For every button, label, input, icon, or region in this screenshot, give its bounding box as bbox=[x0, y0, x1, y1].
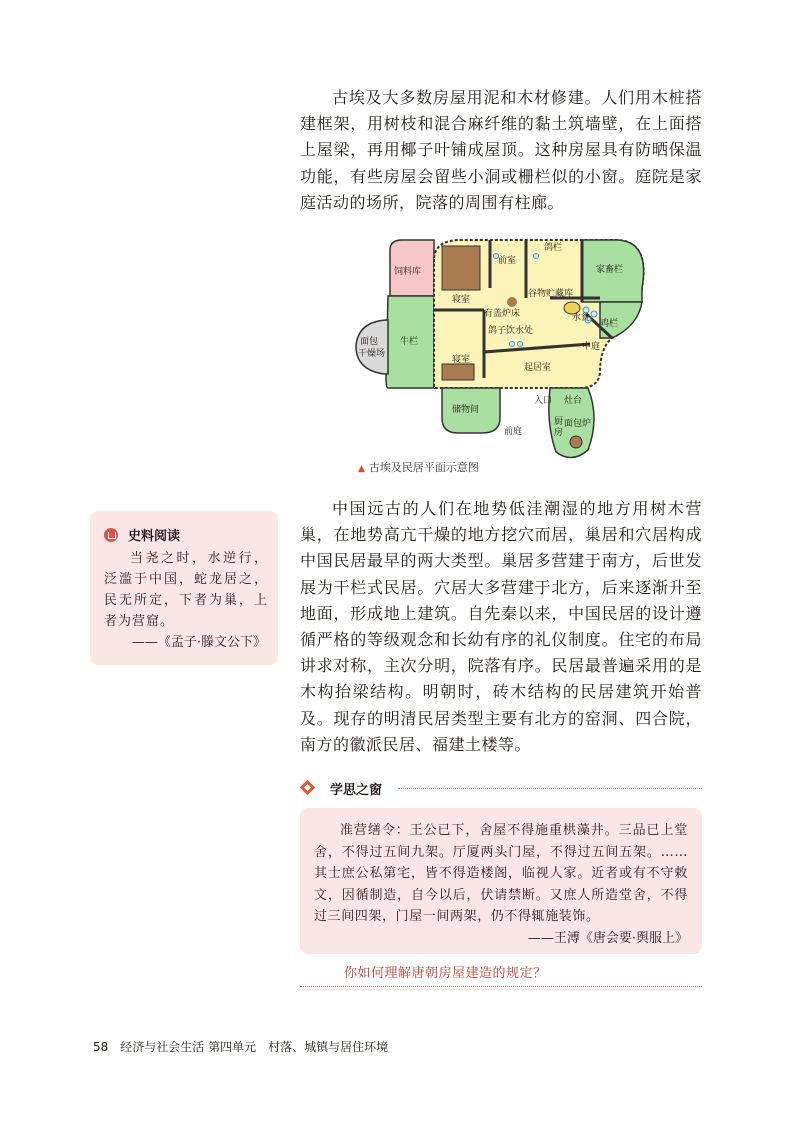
label-storage-room: 储物间 bbox=[452, 405, 480, 415]
historical-reading-box bbox=[90, 511, 278, 665]
label-covered-hearth: 有盖炉床 bbox=[484, 309, 521, 319]
intro-paragraph-egypt: 古埃及大多数房屋用泥和木材修建。人们用木桩搭建框架，用树枝和混合麻纤维的黏土筑墙壁，在上面搭上屋梁，再用椰子叶铺成屋顶。这种房屋具有防晒保温功能，有些房屋会留些小洞或栅栏似的小窗。庭院是家庭活动的场所，院落的周围有柱廊。 bbox=[300, 88, 702, 212]
label-bread-oven: 面包炉 bbox=[564, 419, 592, 429]
book-icon bbox=[104, 528, 118, 542]
reflection-window-title: 学思之窗 bbox=[330, 783, 383, 798]
label-bread-2: 干燥场 bbox=[358, 349, 386, 359]
bread-drying-yard bbox=[356, 320, 388, 374]
footer-text: 经济与社会生活 第四单元 村落、城镇与居住环境 bbox=[120, 1040, 389, 1054]
label-kitchen-1: 厨 bbox=[554, 417, 564, 427]
sidebar-quote: 当尧之时，水逆行，泛滥于中国，蛇龙居之，民无所定，下者为巢，上者为营窟。 bbox=[104, 551, 268, 629]
bread-oven bbox=[570, 436, 582, 448]
page-number: 58 bbox=[93, 1040, 109, 1054]
reflection-question: 你如何理解唐朝房屋建造的规定？ bbox=[344, 966, 547, 981]
sidebar-title: 史料阅读 bbox=[128, 529, 181, 544]
egypt-house-floor-plan bbox=[350, 228, 660, 464]
reflection-window-header bbox=[300, 778, 702, 800]
label-front-room: 前室 bbox=[498, 256, 517, 266]
label-dove-pen: 鸽栏 bbox=[544, 243, 563, 253]
bottom-dotted-divider bbox=[300, 986, 702, 987]
label-living-room: 起居室 bbox=[524, 363, 552, 373]
hearth bbox=[507, 297, 517, 307]
china-dwellings-paragraph: 中国远古的人们在地势低洼潮湿的地方用树木营巢，在地势高亢干燥的地方挖穴而居，巢居和穴居构成中国民居最早的两大类型。巢居多营建于南方，后世发展为干栏式民居。穴居大多营建于北方，后来逐渐升至地面，形成地上建筑。自先秦以来，中国民居的设计遵循严格的等级观念和长幼有序的礼仪制度。住宅的布局讲求对称，主次分明，院落有序。民居最普遍采用的是木构抬梁结构。明朝时，砖木结构的民居建筑开始普及。现存的明清民居类型主要有北方的窑洞、四合院，南方的徽派民居、福建土楼等。 bbox=[300, 499, 702, 754]
bedroom-bed-1 bbox=[442, 246, 480, 290]
label-chicken-pen: 鸡栏 bbox=[600, 319, 619, 329]
tang-regulation-quote: 准营缮令：王公已下，舍屋不得施重栱藻井。三品已上堂舍，不得过五间九架。厅厦两头门屋，不得过五间五架。……其士庶公私第宅，皆不得造楼阁，临视人家。近者或有不守敕文，因循制造，自今以后，伏请禁断。又庶人所造堂舍，不得过三间四架，门屋一间两架，仍不得辄施装饰。 bbox=[314, 823, 688, 924]
diamond-icon bbox=[300, 780, 316, 796]
label-livestock-pen: 家畜栏 bbox=[596, 265, 624, 275]
label-feed-storage: 饲料库 bbox=[394, 267, 422, 277]
bedroom-bed-2 bbox=[442, 364, 474, 380]
label-stove: 灶台 bbox=[564, 396, 583, 406]
tang-regulation-source: ——王溥《唐会要·舆服上》 bbox=[527, 930, 688, 946]
label-bedroom-1: 寝室 bbox=[452, 295, 471, 305]
label-entrance: 入口 bbox=[534, 396, 553, 406]
reflection-window-box bbox=[300, 808, 702, 954]
sidebar-source: ——《孟子·滕文公下》 bbox=[131, 635, 266, 650]
label-bedroom-2: 寝室 bbox=[452, 355, 471, 365]
label-cattle-pen: 牛栏 bbox=[400, 337, 419, 347]
label-bread-1: 面包 bbox=[360, 337, 379, 347]
label-granary: 谷物贮藏库 bbox=[528, 289, 574, 299]
label-kitchen-2: 房 bbox=[554, 428, 564, 438]
dotted-divider bbox=[398, 788, 702, 789]
label-forecourt: 前庭 bbox=[504, 427, 523, 437]
figure-caption: ▲ 古埃及民居平面示意图 bbox=[358, 461, 479, 474]
label-courtyard: 中庭 bbox=[582, 342, 601, 352]
label-dove-water: 鸽子饮水处 bbox=[488, 326, 534, 336]
page-footer bbox=[93, 1038, 388, 1055]
triangle-icon: ▲ bbox=[358, 464, 365, 474]
label-water-jar: 水瓮 bbox=[572, 313, 591, 323]
